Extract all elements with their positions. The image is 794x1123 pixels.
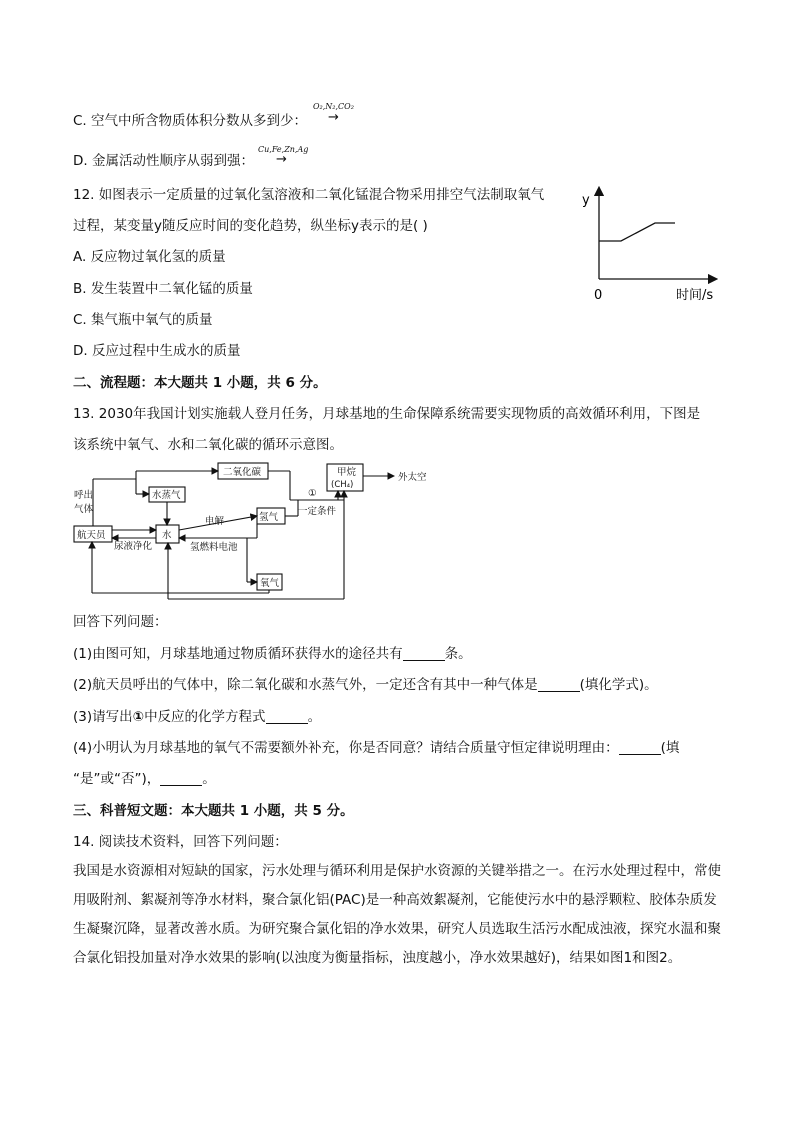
- hydrogen-label: 氢气: [259, 512, 279, 523]
- circle-one-label: ①: [308, 488, 317, 499]
- q14-passage: 我国是水资源相对短缺的国家，污水处理与循环利用是保护水资源的关键举措之一。在污水处理过程中，常使用吸附剂、絮凝剂等净水材料，聚合氯化铝(PAC)是一种高效絮凝剂，它能使污水中的悬浮颗粒、胶体杂质发生凝聚沉降，显著改善水质。为研究聚合氯化铝的净水效果，研究人员选取生活污水配成浊液，探究水温和聚合氯化铝投加量对净水效果的影响(以浊度为衡量指标，浊度越小，净水效果越好)，结果如图1和图2。: [73, 863, 721, 966]
- q11-option-d: [73, 152, 254, 170]
- cycle-diagram: [72, 460, 432, 608]
- q11-option-c-text: C. 空气中所含物质体积分数从多到少：: [73, 113, 308, 129]
- methane-label-2: (CH₄): [331, 480, 354, 490]
- q13-sub4-tail: (填: [660, 740, 680, 756]
- q13-sub4: [73, 739, 679, 757]
- q13-sub3: [73, 708, 321, 726]
- q13-sub1-text: (1)由图可知，月球基地通过物质循环获得水的途径共有: [73, 646, 403, 662]
- oxygen-label: 氧气: [260, 578, 280, 589]
- answer-blank[interactable]: [619, 740, 661, 755]
- q11-option-c: [73, 112, 307, 130]
- water-label: 水: [162, 530, 172, 541]
- q13-sub4-text2: “是”或“否”)，: [73, 771, 161, 787]
- q11-option-c-formula: O₂,N₂,CO₂: [313, 102, 354, 111]
- answer-blank[interactable]: [403, 646, 445, 661]
- x-axis-label: 时间/s: [676, 288, 714, 303]
- q13-sub1-tail: 条。: [444, 646, 472, 662]
- answer-blank[interactable]: [266, 709, 308, 724]
- astronaut-label: 航天员: [77, 530, 106, 541]
- methane-label-1: 甲烷: [337, 467, 357, 478]
- arrow-icon: →: [328, 110, 339, 125]
- answer-blank[interactable]: [160, 771, 202, 786]
- q13-sub3-text: (3)请写出: [73, 709, 133, 725]
- y-axis-label: y: [582, 193, 590, 208]
- co2-label: 二氧化碳: [223, 467, 262, 478]
- q12-stem-line1: 12. 如图表示一定质量的过氧化氢溶液和二氧化锰混合物采用排空气法制取氧气: [73, 187, 545, 203]
- urine-label: 尿液净化: [114, 541, 153, 552]
- q13-sub3-tail: 。: [307, 709, 322, 725]
- q13-stem-line1: 13. 2030年我国计划实施载人登月任务，月球基地的生命保障系统需要实现物质的高效循环利用，下图是: [73, 406, 701, 422]
- electrolysis-label: 电解: [205, 516, 225, 527]
- graph-curve: [599, 223, 675, 241]
- origin-label: 0: [594, 288, 603, 303]
- q13-sub4-line2: [73, 770, 216, 788]
- condition-label: 一定条件: [298, 506, 337, 517]
- q13-sub4-end: 。: [202, 771, 216, 787]
- q13-sub2-text: (2)航天员呼出的气体中，除二氧化碳和水蒸气外，一定还含有其中一种气体是: [73, 677, 538, 693]
- q14-stem: 14. 阅读技术资料，回答下列问题：: [73, 834, 288, 850]
- fuel-cell-label: 氢燃料电池: [190, 542, 238, 553]
- arrow-icon: →: [276, 152, 287, 167]
- to-space-label: 外太空: [398, 472, 427, 483]
- q13-sub3-text2: 中反应的化学方程式: [144, 709, 266, 725]
- circle-one-marker: ①: [132, 709, 145, 725]
- q13-sub2: [73, 676, 658, 694]
- q13-sub1: [73, 645, 472, 663]
- exhale-label-1: 呼出: [74, 490, 94, 501]
- answer-blank[interactable]: [538, 677, 580, 692]
- q13-sub4-text: (4)小明认为月球基地的氧气不需要额外补充，你是否同意？请结合质量守恒定律说明理由：: [73, 740, 619, 756]
- section3-title: 三、科普短文题：本大题共 1 小题，共 5 分。: [73, 803, 354, 819]
- q12-graph: [578, 185, 738, 310]
- section2-title: 二、流程题：本大题共 1 小题，共 6 分。: [73, 375, 327, 391]
- q13-sub2-tail: (填化学式)。: [579, 677, 658, 693]
- q12-option-c: C. 集气瓶中氧气的质量: [73, 312, 213, 328]
- q11-option-d-text: D. 金属活动性顺序从弱到强：: [73, 153, 254, 169]
- q11-option-d-formula: Cu,Fe,Zn,Ag: [258, 145, 309, 154]
- q12-option-b: B. 发生装置中二氧化锰的质量: [73, 281, 253, 297]
- q12-stem-line2: 过程，某变量y随反应时间的变化趋势，纵坐标y表示的是( ): [73, 218, 428, 234]
- exhale-label-2: 气体: [74, 504, 94, 515]
- q13-answer-prompt: 回答下列问题：: [73, 614, 168, 630]
- q13-stem-line2: 该系统中氧气、水和二氧化碳的循环示意图。: [73, 437, 343, 453]
- q12-option-d: D. 反应过程中生成水的质量: [73, 343, 241, 359]
- q12-option-a: A. 反应物过氧化氢的质量: [73, 249, 226, 265]
- vapor-label: 水蒸气: [152, 490, 181, 501]
